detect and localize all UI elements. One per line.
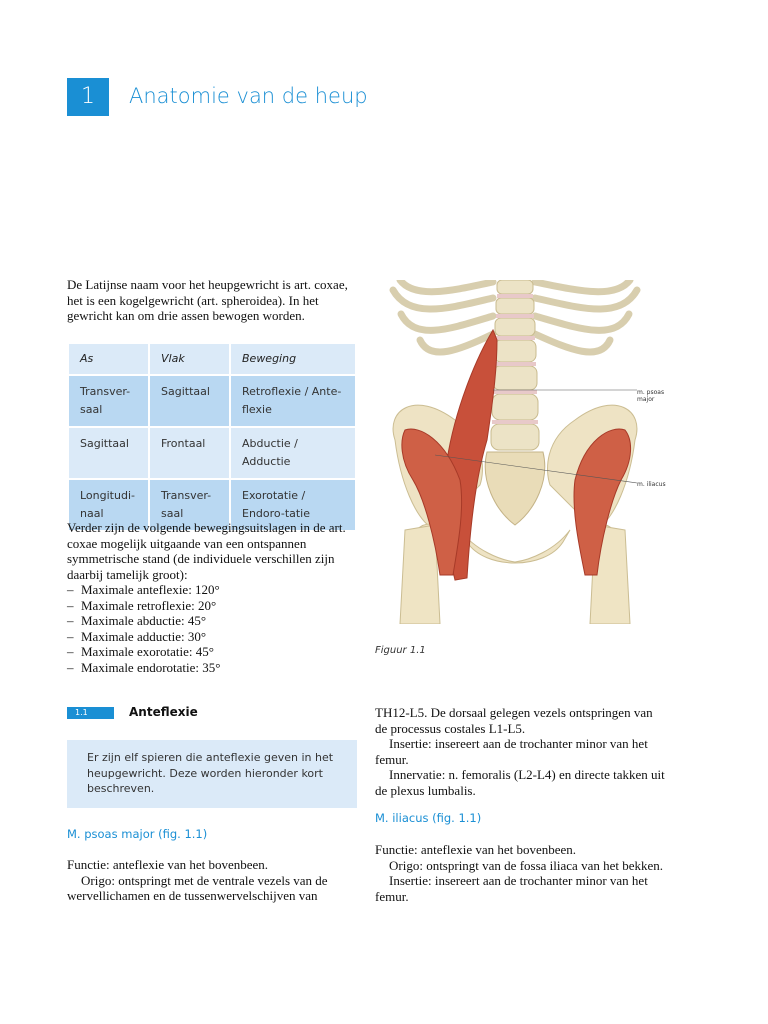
iliacus-text [375,842,665,904]
table-cell: Longitudi-naal [68,479,149,531]
psoas-heading: M. psoas major (fig. 1.1) [67,827,208,841]
iliacus-origo: Origo: ontspringt van de fossa iliaca van het bekken. [389,857,664,873]
label-iliacus: m. iliacus [637,481,666,488]
table-header: Vlak [149,343,230,375]
ranges-list [67,582,357,675]
movement-table [67,342,357,532]
list-item: – Maximale adductie: 30° [67,629,357,645]
psoas-insertie: Insertie: insereert aan de trochanter minor van het femur. [375,736,648,767]
list-item: – Maximale exorotatie: 45° [67,644,357,660]
iliacus-functie: Functie: anteflexie van het bovenbeen. [375,842,577,857]
psoas-origo: Origo: ontspringt met de ventrale vezels van de wervellichamen en de tussenwervelschijven van [67,872,328,903]
list-item: – Maximale endorotatie: 35° [67,660,357,676]
psoas-text-continued [375,705,665,798]
table-cell: Transver-saal [149,479,230,531]
psoas-origo-continued: TH12-L5. De dorsaal gelegen vezels ontspringen van de processus costales L1-L5. [375,705,653,736]
label-psoas-major: m. psoas major [637,389,665,403]
section-title: Anteflexie [129,705,198,719]
section-number: 1.1 [67,707,114,719]
psoas-text [67,857,357,904]
table-cell: Exorotatie / Endoro-tatie [230,479,356,531]
table-header: As [68,343,149,375]
list-item: – Maximale anteflexie: 120° [67,582,357,598]
iliacus-heading: M. iliacus (fig. 1.1) [375,811,482,825]
table-row [68,375,356,427]
iliacus-insertie: Insertie: insereert aan de trochanter minor van het femur. [375,873,648,904]
table-cell: Retroflexie / Ante-flexie [230,375,356,427]
chapter-title: Anatomie van de heup [129,84,368,108]
ranges-block [67,520,357,675]
list-item: – Maximale retroflexie: 20° [67,598,357,614]
ranges-intro: Verder zijn de volgende bewegingsuitslagen in de art. coxae mogelijk uitgaande van een ontspannen symmetrische stand (de individuele verschillen zijn daarbij tamelijk groot): [67,520,346,582]
intro-paragraph: De Latijnse naam voor het heupgewricht is art. coxae, het is een kogelgewricht (art. spheroidea). In het gewricht kan om drie assen bewogen worden. [67,277,348,323]
psoas-innervatie: Innervatie: n. femoralis (L2-L4) en directe takken uit de plexus lumbalis. [375,767,665,798]
table-cell: Transver-saal [68,375,149,427]
info-box: Er zijn elf spieren die anteflexie geven in het heupgewricht. Deze worden hieronder kort beschreven. [67,740,357,808]
figure-caption: Figuur 1.1 [375,645,426,656]
table-cell: Sagittaal [68,427,149,479]
chapter-number: 1 [67,78,109,116]
table-header-row [68,343,356,375]
hip-anatomy-illustration [375,280,655,624]
hip-anatomy-figure [375,280,655,624]
list-item: – Maximale abductie: 45° [67,613,357,629]
table-row [68,427,356,479]
table-cell: Frontaal [149,427,230,479]
table-cell: Abductie / Adductie [230,427,356,479]
table-cell: Sagittaal [149,375,230,427]
psoas-functie: Functie: anteflexie van het bovenbeen. [67,857,269,872]
table-header: Beweging [230,343,356,375]
